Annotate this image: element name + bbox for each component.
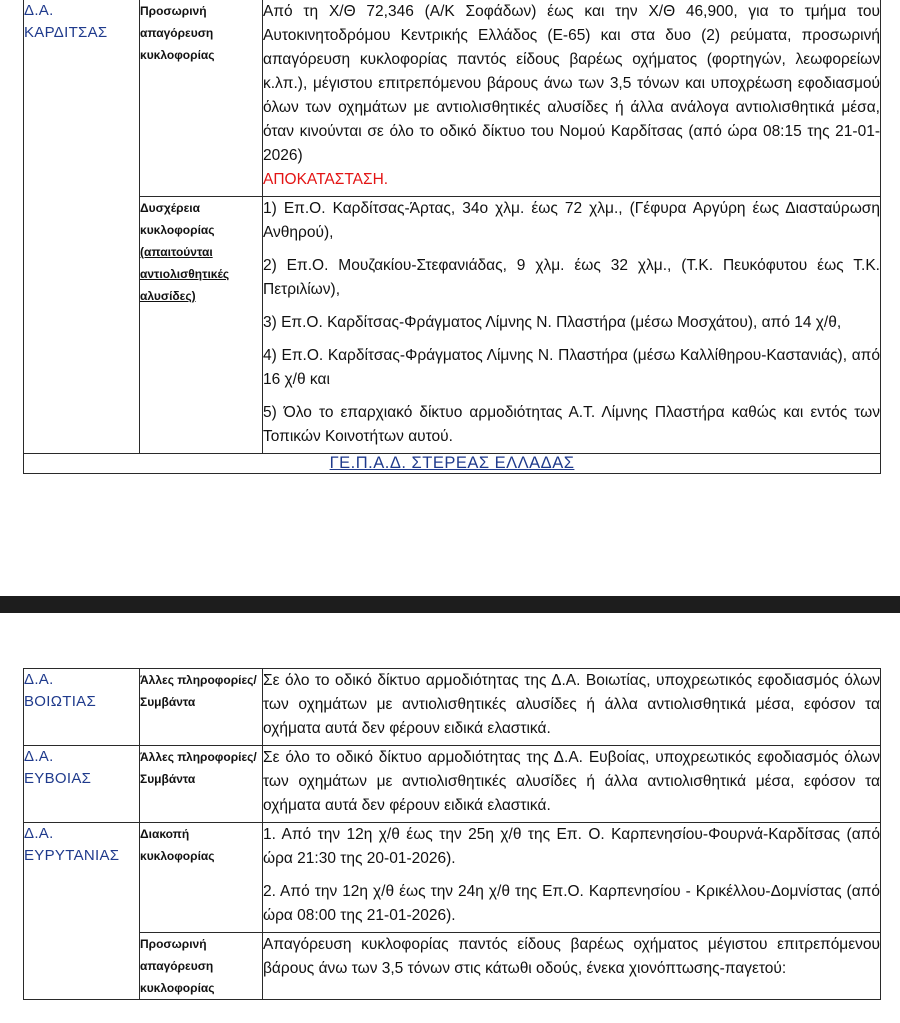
list-item: 2) Επ.Ο. Μουζακίου-Στεφανιάδας, 9 χλμ. έως 32 χλμ., (Τ.Κ. Πευκόφυτου έως Τ.Κ. Πετριλίων), — [263, 257, 880, 298]
table-row — [24, 746, 881, 823]
region-cell-evia — [24, 746, 140, 823]
category-label: Προσωρινή απαγόρευση κυκλοφορίας — [140, 937, 215, 995]
document-page-2 — [0, 613, 900, 1023]
list-item: 4) Επ.Ο. Καρδίτσας-Φράγματος Λίμνης Ν. Πλαστήρα (μέσω Καλλίθηρου-Καστανιάς), από 16 χ/θ και — [263, 347, 880, 388]
description-cell — [263, 197, 881, 454]
description-cell — [263, 933, 881, 1000]
description-text: Από τη Χ/Θ 72,346 (Α/Κ Σοφάδων) έως και την Χ/Θ 46,900, για το τμήμα του Αυτοκινητοδρόμου Κεντρικής Ελλάδος (Ε-65) και στα δυο (2) ρεύματα, προσωρινή απαγόρευση κυκλοφορίας παντός είδους βαρέως οχήματος (φορτηγών, λεωφορείων κ.λπ.), μέγιστου επιτρεπόμενου βάρους άνω των 3,5 τόνων και υποχρέωση εφοδιασμού όλων των οχημάτων με αντιολισθητικές αλυσίδες ή άλλα ανάλογα αντιολισθητικά μέσα, όταν κινούνται σε όλο το οδικό δίκτυο του Νομού Καρδίτσας (από ώρα 08:15 της 21-01-2026) ΑΠΟΚΑΤΑΣΤΑΣΗ. — [263, 3, 880, 188]
region-name: ΒΟΙΩΤΙΑΣ — [24, 693, 97, 710]
page-separator — [0, 596, 900, 613]
description-cell — [263, 0, 881, 197]
category-cell — [140, 197, 263, 454]
list-item: 1. Από την 12η χ/θ έως την 25η χ/θ της Επ. Ο. Καρπενησίου-Φουρνά-Καρδίτσας (από ώρα 21:30 της 20-01-2026). — [263, 826, 880, 867]
category-label: Άλλες πληροφορίες/ Συμβάντα — [140, 750, 257, 786]
description-text: Σε όλο το οδικό δίκτυο αρμοδιότητας της Δ.Α. Βοιωτίας, υποχρεωτικός εφοδιασμός όλων των οχημάτων με αντιολισθητικές αλυσίδες ή άλλα αντιολισθητικά μέσα, εφόσον τα οχήματα αυτά δεν φέρουν ειδικά ελαστικά. — [263, 672, 880, 737]
category-label: Προσωρινή απαγόρευση κυκλοφορίας — [140, 4, 215, 62]
list-item: 1) Επ.Ο. Καρδίτσας-Άρτας, 34ο χλμ. έως 72 χλμ., (Γέφυρα Αργύρη έως Διασταύρωση Ανθηρού), — [263, 200, 880, 241]
description-cell — [263, 669, 881, 746]
table-row — [24, 197, 881, 454]
category-cell — [140, 746, 263, 823]
traffic-table-karditsa — [23, 0, 881, 474]
region-prefix: Δ.Α. — [24, 671, 54, 688]
region-prefix: Δ.Α. — [24, 748, 54, 765]
region-name: ΕΥΡΥΤΑΝΙΑΣ — [24, 847, 120, 864]
description-text: Απαγόρευση κυκλοφορίας παντός είδους βαρέως οχήματος μέγιστου επιτρεπόμενου βάρους άνω των 3,5 τόνων στις κάτωθι οδούς, ένεκα χιονόπτωσης-παγετού: — [263, 936, 880, 977]
table-row — [24, 0, 881, 197]
list-item: 3) Επ.Ο. Καρδίτσας-Φράγματος Λίμνης Ν. Πλαστήρα (μέσω Μοσχάτου), από 14 χ/θ, — [263, 314, 842, 331]
category-cell — [140, 823, 263, 933]
table-row — [24, 454, 881, 474]
category-label: Δυσχέρεια κυκλοφορίας — [140, 201, 215, 237]
table-row — [24, 669, 881, 746]
section-heading: ΓΕ.Π.Α.Δ. ΣΤΕΡΕΑΣ ΕΛΛΑΔΑΣ — [329, 454, 575, 472]
list-item: 5) Όλο το επαρχιακό δίκτυο αρμοδιότητας Α.Τ. Λίμνης Πλαστήρα καθώς και εντός των Τοπικών Κοινοτήτων αυτού. — [263, 404, 880, 445]
traffic-table-sterea — [23, 668, 881, 1000]
description-cell — [263, 823, 881, 933]
category-cell — [140, 0, 263, 197]
region-cell-evrytania — [24, 823, 140, 1000]
table-row — [24, 823, 881, 933]
table-row — [24, 933, 881, 1000]
region-prefix: Δ.Α. — [24, 2, 54, 19]
category-label: Διακοπή κυκλοφορίας — [140, 827, 215, 863]
region-cell-voiotia — [24, 669, 140, 746]
region-name: ΕΥΒΟΙΑΣ — [24, 770, 92, 787]
region-name: ΚΑΡΔΙΤΣΑΣ — [24, 24, 108, 41]
description-text: Σε όλο το οδικό δίκτυο αρμοδιότητας της Δ.Α. Ευβοίας, υποχρεωτικός εφοδιασμός όλων των οχημάτων με αντιολισθητικές αλυσίδες ή άλλα αντιολισθητικά μέσα, εφόσον τα οχήματα αυτά δεν φέρουν ειδικά ελαστικά. — [263, 749, 880, 814]
region-cell-karditsa — [24, 0, 140, 454]
region-prefix: Δ.Α. — [24, 825, 54, 842]
status-restored: ΑΠΟΚΑΤΑΣΤΑΣΗ. — [263, 171, 389, 188]
category-note: (απαιτούνται αντιολισθητικές αλυσίδες) — [140, 245, 230, 303]
category-cell — [140, 669, 263, 746]
category-label: Άλλες πληροφορίες/ Συμβάντα — [140, 673, 257, 709]
list-item: 2. Από την 12η χ/θ έως την 24η χ/θ της Επ.Ο. Καρπενησίου - Κρικέλλου-Δομνίστας (από ώρα 08:00 της 21-01-2026). — [263, 883, 880, 924]
description-cell — [263, 746, 881, 823]
section-heading-cell — [24, 454, 881, 474]
category-cell — [140, 933, 263, 1000]
